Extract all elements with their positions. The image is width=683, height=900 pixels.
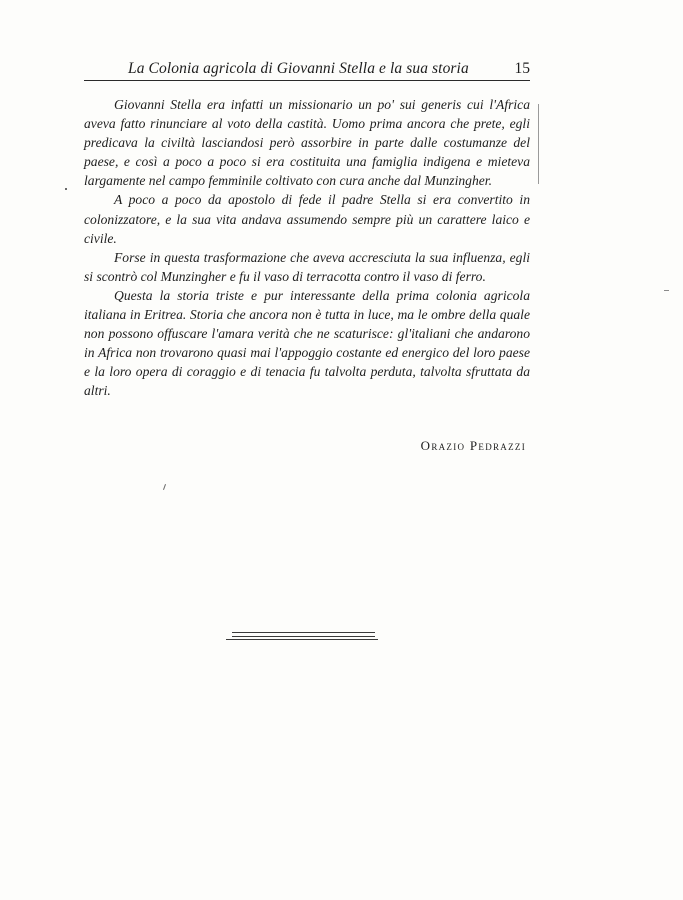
paragraph: Questa la storia triste e pur interessante della prima colonia agricola italiana in Eritrea. Storia che ancora non è tutta in luce, ma le ombre della quale non possono offuscare l'amara verità che ne scaturisce: gl'italiani che andarono in Africa non trovarono quasi mai l'appoggio costante ed energico del loro paese e la loro opera di coraggio e di tenacia fu talvolta perduta, talvolta sfruttata da altri. (84, 287, 530, 399)
ornament-rule (232, 636, 375, 637)
author-signature: Orazio Pedrazzi (420, 438, 526, 453)
scan-artifact (163, 484, 166, 490)
page-number: 15 (514, 60, 530, 77)
scan-artifact (664, 290, 669, 291)
ornament-rule (232, 632, 375, 633)
scan-artifact (538, 104, 539, 184)
paragraph: A poco a poco da apostolo di fede il padre Stella si era convertito in colonizzatore, e la sua vita andava assumendo sempre più un carattere laico e civile. (84, 192, 530, 246)
scan-artifact (65, 188, 67, 190)
running-header (84, 58, 530, 80)
article-body (84, 95, 530, 401)
paragraph: Giovanni Stella era infatti un missionario un po' sui generis cui l'Africa aveva fatto rinunciare al voto della castità. Uomo prima ancora che prete, egli predicava la civiltà lasciandosi però assorbire in parte dalle costumanze del paese, e così a poco a poco si era costituita una famiglia indigena e mieteva largamente nel campo femminile coltivato con cura anche dal Munzingher. (84, 97, 530, 189)
ornament-rule (226, 639, 378, 640)
running-title: La Colonia agricola di Giovanni Stella e la sua storia (128, 60, 469, 77)
paragraph: Forse in questa trasformazione che aveva accresciuta la sua influenza, egli si scontrò col Munzingher e fu il vaso di terracotta contro il vaso di ferro. (84, 249, 530, 284)
header-rule (84, 80, 530, 81)
